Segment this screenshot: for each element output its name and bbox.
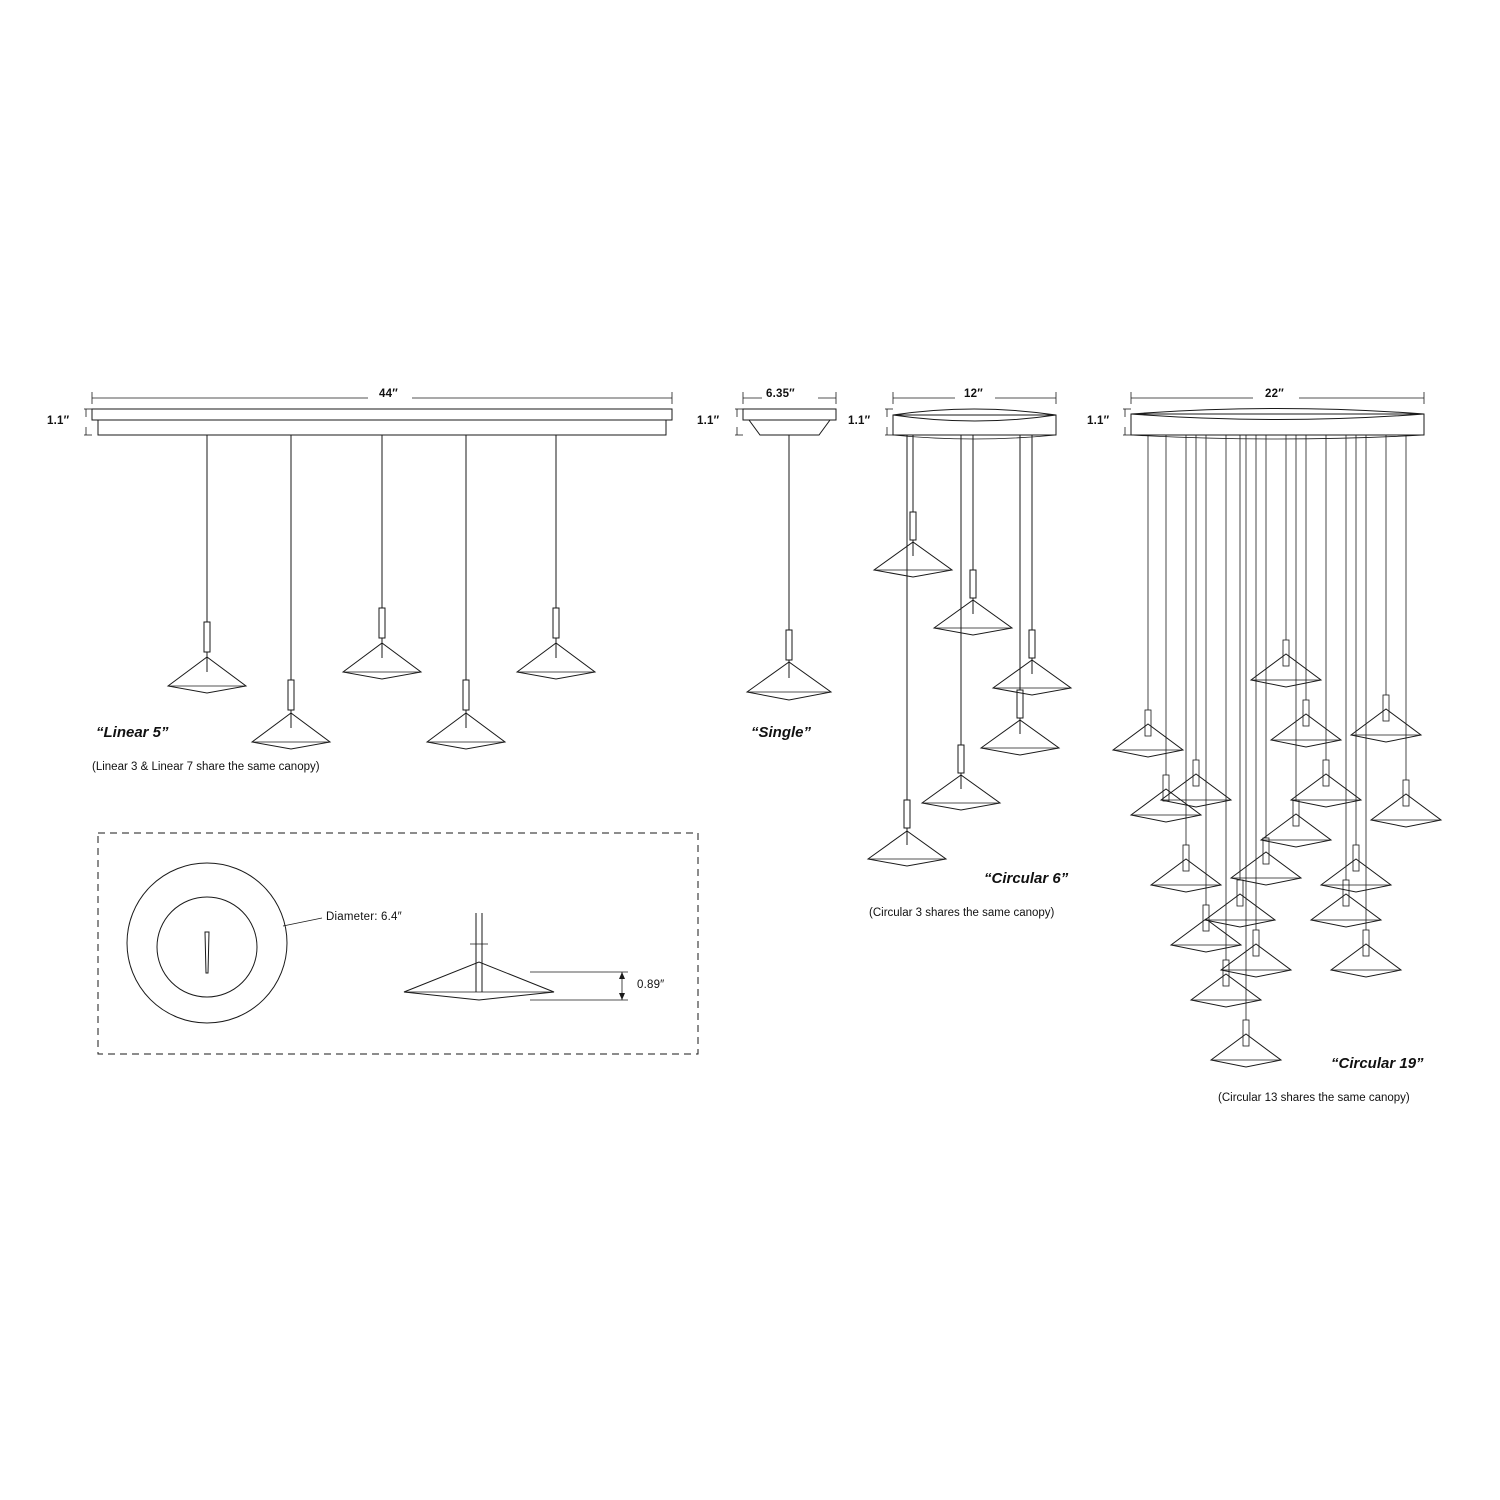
single-title: “Single” bbox=[751, 724, 812, 741]
circular19-height-label: 1.1″ bbox=[1087, 415, 1110, 427]
circular6-title: “Circular 6” bbox=[984, 870, 1069, 887]
circular19-shades bbox=[1113, 640, 1441, 1067]
single-width-label: 6.35″ bbox=[766, 388, 795, 400]
detail-diameter-label: Diameter: 6.4″ bbox=[326, 911, 402, 923]
circular19-pendant bbox=[1171, 905, 1241, 952]
circular6-note: (Circular 3 shares the same canopy) bbox=[869, 907, 1055, 919]
detail-height-label: 0.89″ bbox=[637, 979, 665, 991]
circular19-title: “Circular 19” bbox=[1331, 1055, 1424, 1072]
circular19-pendant bbox=[1371, 780, 1441, 827]
linear5-width-label: 44″ bbox=[379, 388, 398, 400]
circular19-pendant bbox=[1205, 880, 1275, 927]
circular19-pendant bbox=[1311, 880, 1381, 927]
circular19-pendant bbox=[1231, 838, 1301, 885]
circular19-pendant bbox=[1291, 760, 1361, 807]
circular19-pendant bbox=[1351, 695, 1421, 742]
circular19-height-dimension bbox=[1123, 409, 1131, 435]
circular19-pendant bbox=[1321, 845, 1391, 892]
circular19-note: (Circular 13 shares the same canopy) bbox=[1218, 1092, 1410, 1104]
circular19-width-label: 22″ bbox=[1265, 388, 1284, 400]
circular19-pendant bbox=[1271, 700, 1341, 747]
circular19-pendant bbox=[1131, 775, 1201, 822]
linear5-title: “Linear 5” bbox=[96, 724, 169, 741]
circular19-pendant bbox=[1251, 640, 1321, 687]
circular19-pendant bbox=[1211, 1020, 1281, 1067]
circular6-width-label: 12″ bbox=[964, 388, 983, 400]
circular19-pendant bbox=[1221, 930, 1291, 977]
circular19-pendant bbox=[1151, 845, 1221, 892]
circular19-pendant bbox=[1261, 800, 1331, 847]
circular19-pendant bbox=[1331, 930, 1401, 977]
circular19-canopy bbox=[1131, 409, 1424, 440]
circular19-pendant bbox=[1191, 960, 1261, 1007]
linear5-height-label: 1.1″ bbox=[47, 415, 70, 427]
circular19-pendant bbox=[1161, 760, 1231, 807]
linear5-note: (Linear 3 & Linear 7 share the same canopy) bbox=[92, 761, 320, 773]
circular6-height-label: 1.1″ bbox=[848, 415, 871, 427]
circular19-pendant bbox=[1113, 710, 1183, 757]
circular19-drop-lines bbox=[1148, 435, 1406, 1020]
single-height-label: 1.1″ bbox=[697, 415, 720, 427]
